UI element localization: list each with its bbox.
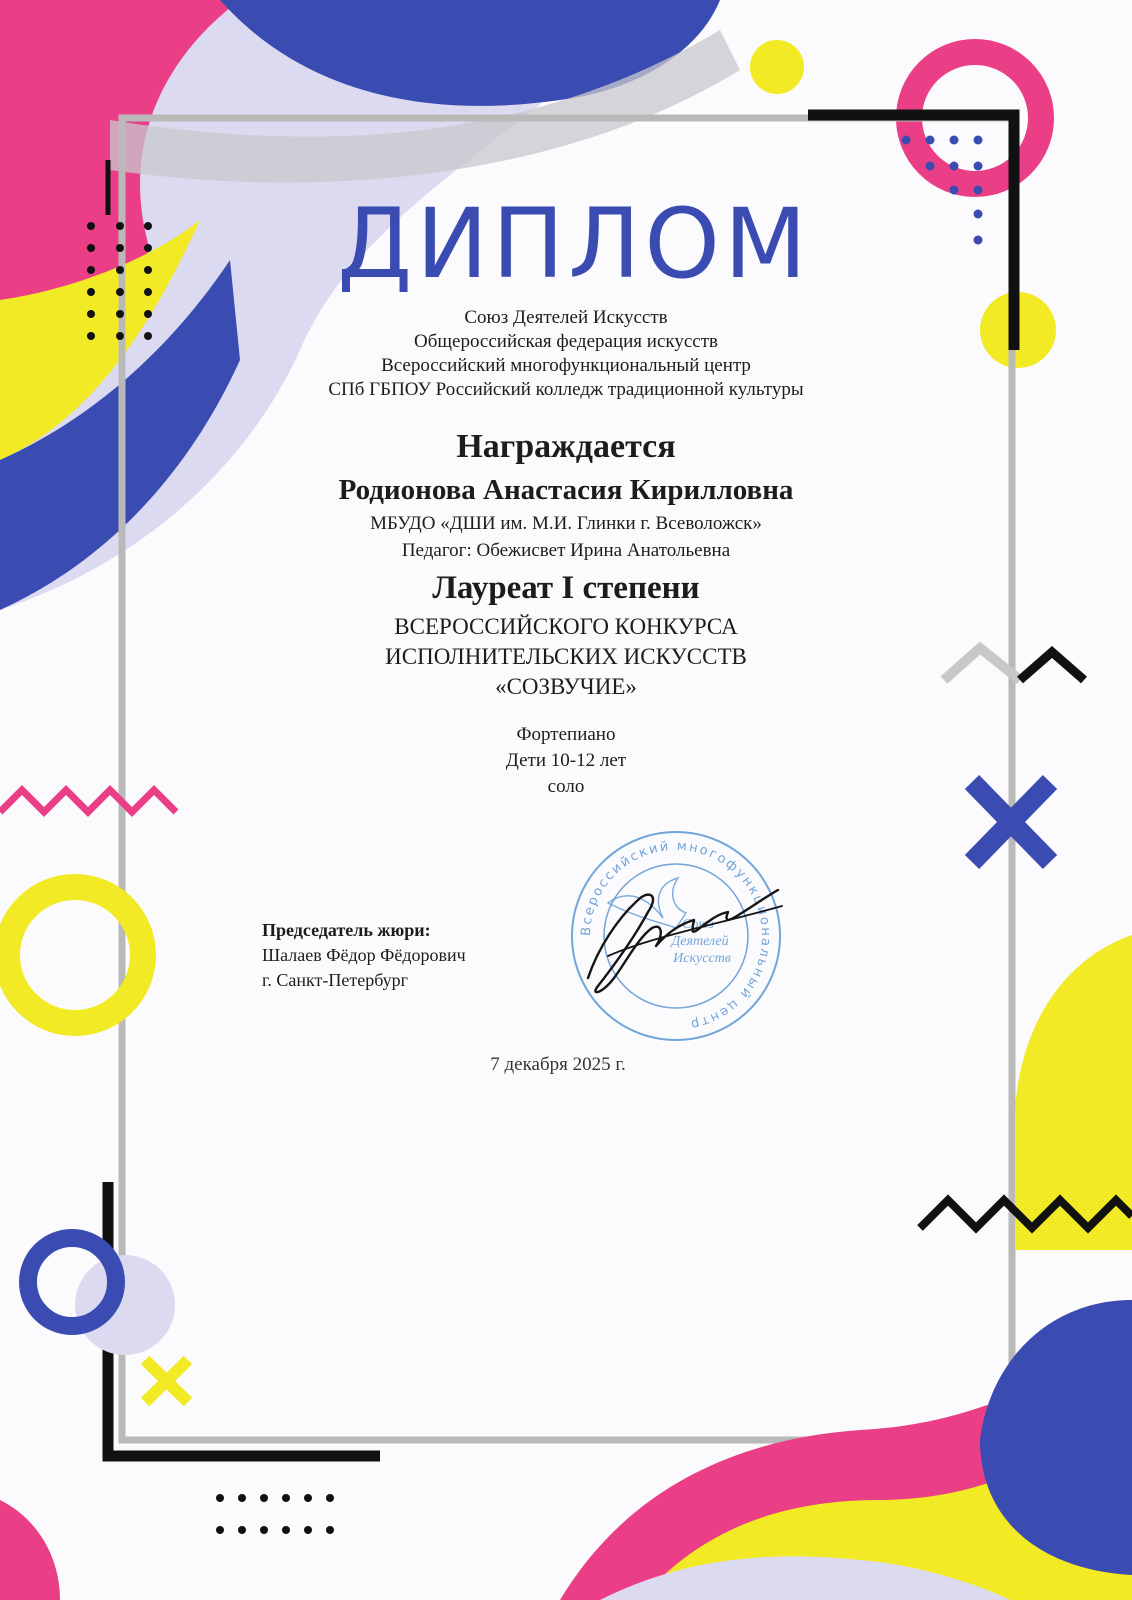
issue-date: 7 декабря 2025 г. xyxy=(490,1054,626,1075)
award-degree: Лауреат I степени xyxy=(432,570,700,606)
organizer-line: Всероссийский многофункциональный центр xyxy=(381,355,751,376)
category-line: Фортепиано xyxy=(516,724,616,745)
recipient-name: Родионова Анастасия Кирилловна xyxy=(338,474,794,506)
category-line: Дети 10-12 лет xyxy=(505,750,627,771)
jury-chair-name: Шалаев Фёдор Фёдорович xyxy=(262,945,466,965)
contest-line: ВСЕРОССИЙСКОГО КОНКУРСА xyxy=(394,614,738,639)
organizer-line: Общероссийская федерация искусств xyxy=(414,331,718,352)
top-right-yellow-dot xyxy=(750,40,804,94)
organizer-line: Союз Деятелей Искусств xyxy=(464,307,668,328)
diploma-title: ДИПЛОМ xyxy=(337,188,811,300)
bottom-left-pink-quarter xyxy=(0,1500,60,1600)
organization-stamp xyxy=(568,828,784,1044)
school-name: МБУДО «ДШИ им. М.И. Глинки г. Всеволожск» xyxy=(370,513,762,534)
stamp-ring-text: Всероссийский многофункциональный центр xyxy=(578,838,774,1033)
jury-chair-label: Председатель жюри: xyxy=(262,920,431,940)
teacher-name: Педагог: Обежисвет Ирина Анатольевна xyxy=(401,540,731,561)
stamp-center-line: Союз xyxy=(682,917,714,932)
awarded-heading: Награждается xyxy=(456,428,676,465)
contest-line: «СОЗВУЧИЕ» xyxy=(495,674,637,699)
organizer-line: СПб ГБПОУ Российский колледж традиционной культуры xyxy=(328,379,804,400)
contest-line: ИСПОЛНИТЕЛЬСКИХ ИСКУССТВ xyxy=(385,644,747,669)
bottom-dot-grid xyxy=(216,1494,334,1534)
stamp-center-line: Искусств xyxy=(673,951,731,966)
bottom-left-lavender-dot xyxy=(75,1255,175,1355)
stamp-center-line: Деятелей xyxy=(671,934,729,949)
category-line: соло xyxy=(547,776,585,797)
jury-chair-city: г. Санкт-Петербург xyxy=(262,970,409,990)
bottom-left-yellow-cross xyxy=(145,1360,188,1402)
